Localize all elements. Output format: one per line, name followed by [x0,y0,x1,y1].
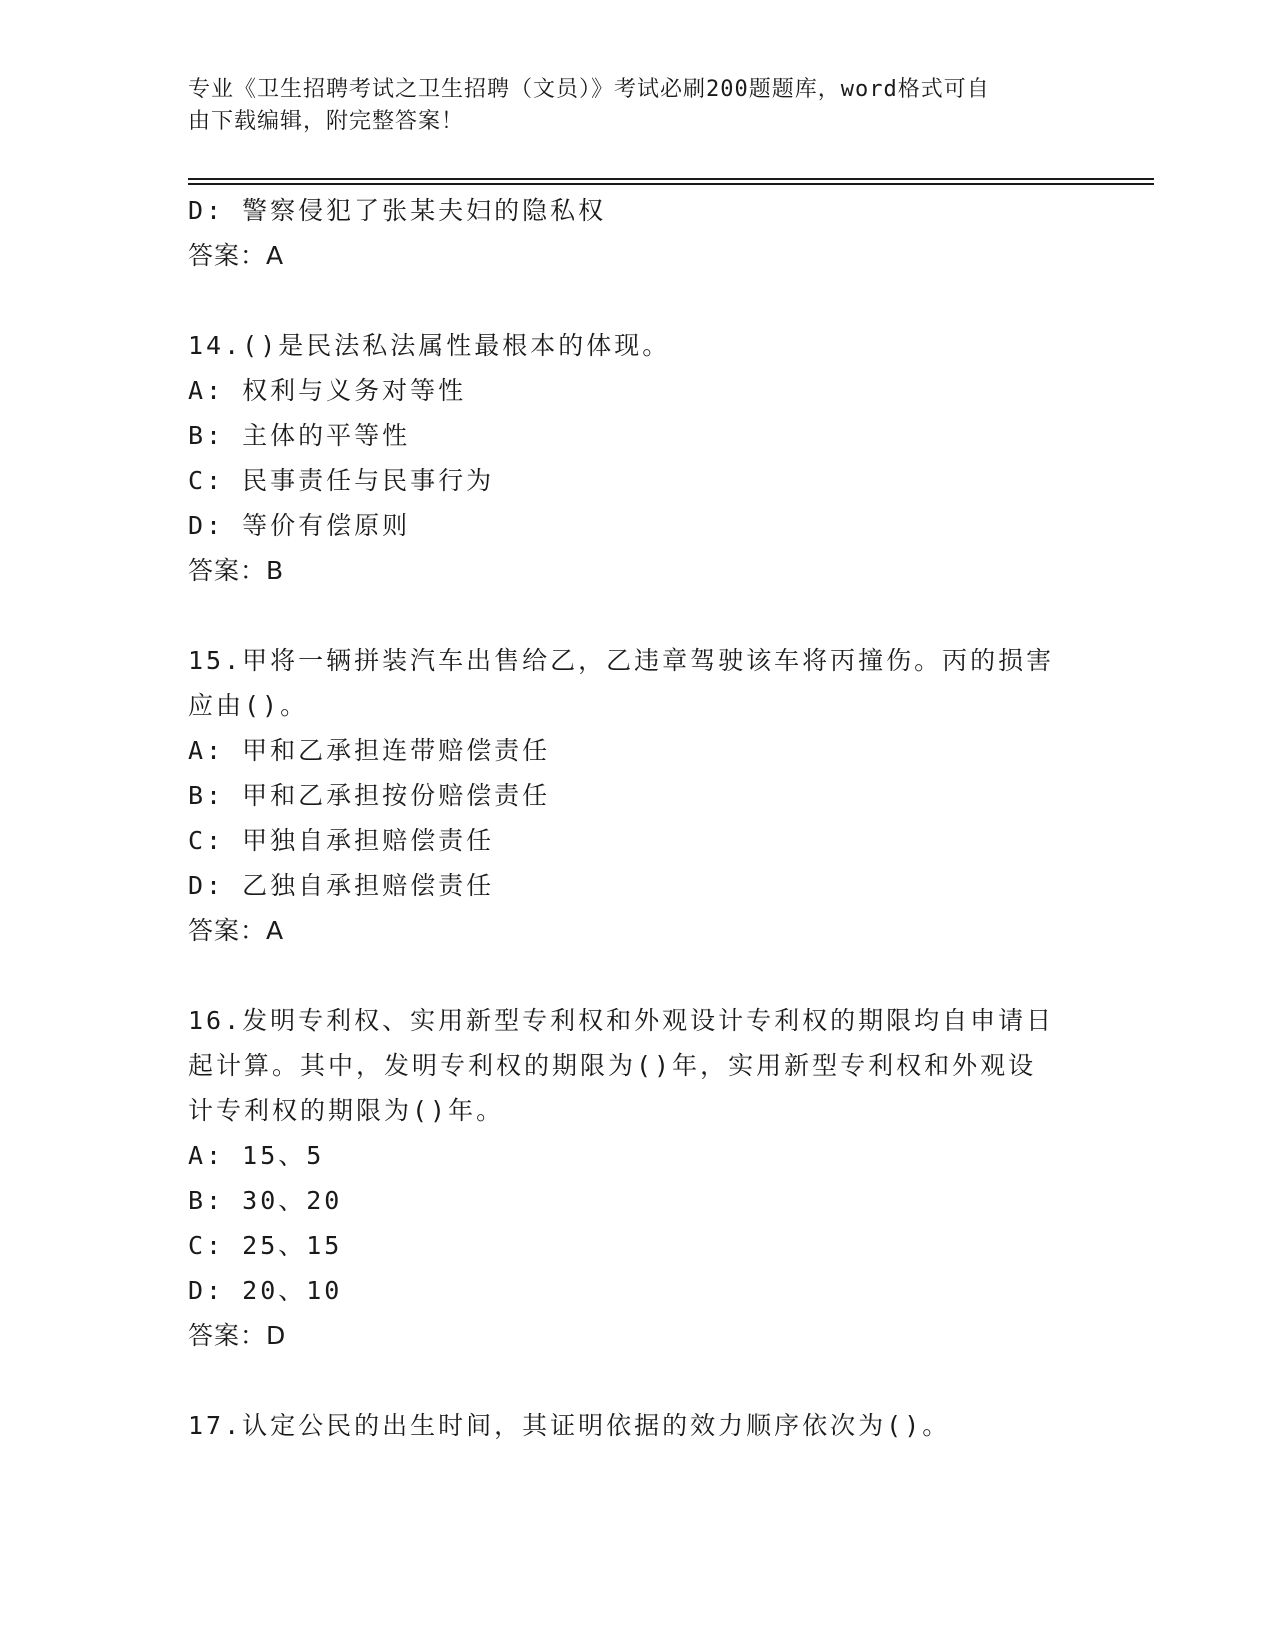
question-16 [188,998,1088,1359]
spacer [188,1359,1088,1403]
question-list [188,188,1088,1448]
header-line-2: 由下载编辑，附完整答案！ [188,109,465,134]
spacer [188,279,1088,323]
option-b: B: 甲和乙承担按份赔偿责任 [188,781,551,810]
stem-line: 16.发明专利权、实用新型专利权和外观设计专利权的期限均自申请日 [188,1006,1055,1035]
question-13-tail [188,188,1088,279]
option-c: C: 甲独自承担赔偿责任 [188,826,495,855]
option-c: C: 25、15 [188,1231,343,1260]
answer-line: 答案：B [188,556,285,585]
header-divider-top [188,178,1154,180]
answer-line: 答案：D [188,1321,287,1350]
option-a: A: 15、5 [188,1141,325,1170]
question-stem [188,323,1088,368]
spacer [188,594,1088,638]
answer-line: 答案：A [188,916,285,945]
stem-line: 17.认定公民的出生时间，其证明依据的效力顺序依次为()。 [188,1411,951,1440]
option-d: D: 20、10 [188,1276,343,1305]
header-line-1: 专业《卫生招聘考试之卫生招聘（文员）》考试必刷200题题库，word格式可自 [188,77,990,102]
option-a: A: 权利与义务对等性 [188,376,467,405]
answer-line: 答案：A [188,241,285,270]
stem-line: 计专利权的期限为()年。 [188,1096,505,1125]
question-stem [188,1403,1088,1448]
option-b: B: 主体的平等性 [188,421,411,450]
option-b: B: 30、20 [188,1186,343,1215]
question-stem [188,998,1088,1133]
option-d: D: 乙独自承担赔偿责任 [188,871,495,900]
question-15 [188,638,1088,954]
stem-line: 起计算。其中，发明专利权的期限为()年，实用新型专利权和外观设 [188,1051,1037,1080]
option-d: D: 等价有偿原则 [188,511,411,540]
document-header [188,74,1068,138]
stem-line: 应由()。 [188,691,309,720]
question-17 [188,1403,1088,1448]
option-a: A: 甲和乙承担连带赔偿责任 [188,736,551,765]
stem-line: 15.甲将一辆拼装汽车出售给乙，乙违章驾驶该车将丙撞伤。丙的损害 [188,646,1055,675]
question-stem [188,638,1088,728]
spacer [188,954,1088,998]
stem-line: 14.()是民法私法属性最根本的体现。 [188,331,671,360]
option-c: C: 民事责任与民事行为 [188,466,495,495]
header-divider-bottom [188,183,1154,185]
option-d: D: 警察侵犯了张某夫妇的隐私权 [188,196,607,225]
question-14 [188,323,1088,594]
